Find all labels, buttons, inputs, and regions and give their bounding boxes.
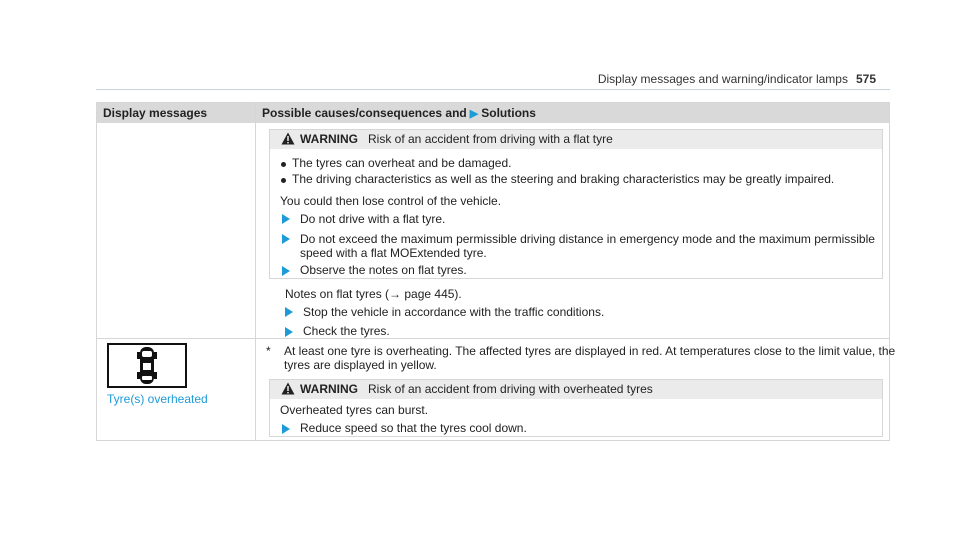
step-item: Observe the notes on flat tyres. [300,263,467,277]
bullet-item: The tyres can overheat and be damaged. [292,156,512,170]
warning-box-overheated [269,379,883,437]
step-arrow-icon [282,214,290,224]
warning-label: WARNING [300,382,358,396]
running-header [598,72,876,86]
column-header-solutions-label: Solutions [481,106,536,120]
solution-arrow-icon: ▶ [469,108,479,120]
column-header-display-messages: Display messages [97,103,255,123]
notes-reference[interactable]: Notes on flat tyres (→ page 445). [285,287,462,301]
step-arrow-icon [282,266,290,276]
display-icon-frame [107,343,187,388]
messages-table [96,102,896,441]
header-rule [96,89,890,90]
warning-text: Risk of an accident from driving with overheated tyres [368,382,653,396]
step-item: Do not exceed the maximum permissible driving distance in emergency mode and the maximum permissible [300,232,875,246]
warning-paragraph: Overheated tyres can burst. [280,403,429,417]
step-arrow-icon [285,307,293,317]
footnote-text: At least one tyre is overheating. The affected tyres are displayed in red. At temperatures close to the limit value, the [284,344,896,358]
column-divider [255,103,256,440]
bullet-dot [281,178,286,183]
warning-header [270,130,882,149]
step-item-continuation: speed with a flat MOExtended tyre. [300,246,487,260]
bullet-dot [281,162,286,167]
column-header-causes [256,103,889,123]
warning-header [270,380,882,399]
message-caption: Tyre(s) overheated [107,392,208,406]
column-header-causes-label: Possible causes/consequences and [262,106,467,120]
warning-text: Risk of an accident from driving with a flat tyre [368,132,613,146]
step-item: Check the tyres. [303,324,390,338]
page-number: 575 [855,72,876,86]
warning-triangle-icon [281,382,295,395]
tyre-overheated-car-icon [109,345,185,386]
running-header-title: Display messages and warning/indicator lamps [597,72,848,86]
footnote-text-continuation: tyres are displayed in yellow. [284,358,437,372]
warning-paragraph: You could then lose control of the vehicle. [280,194,502,208]
bullet-item: The driving characteristics as well as the steering and braking characteristics may be greatly impaired. [292,172,835,186]
warning-triangle-icon [281,132,295,145]
step-item: Stop the vehicle in accordance with the traffic conditions. [303,305,605,319]
warning-label: WARNING [300,132,358,146]
warning-box-flat-tyre [269,129,883,279]
row-divider [97,338,889,339]
step-item: Do not drive with a flat tyre. [300,212,446,226]
step-arrow-icon [285,327,293,337]
step-arrow-icon [282,424,290,434]
footnote-mark: * [266,344,271,358]
step-arrow-icon [282,234,290,244]
step-item: Reduce speed so that the tyres cool down. [300,421,527,435]
